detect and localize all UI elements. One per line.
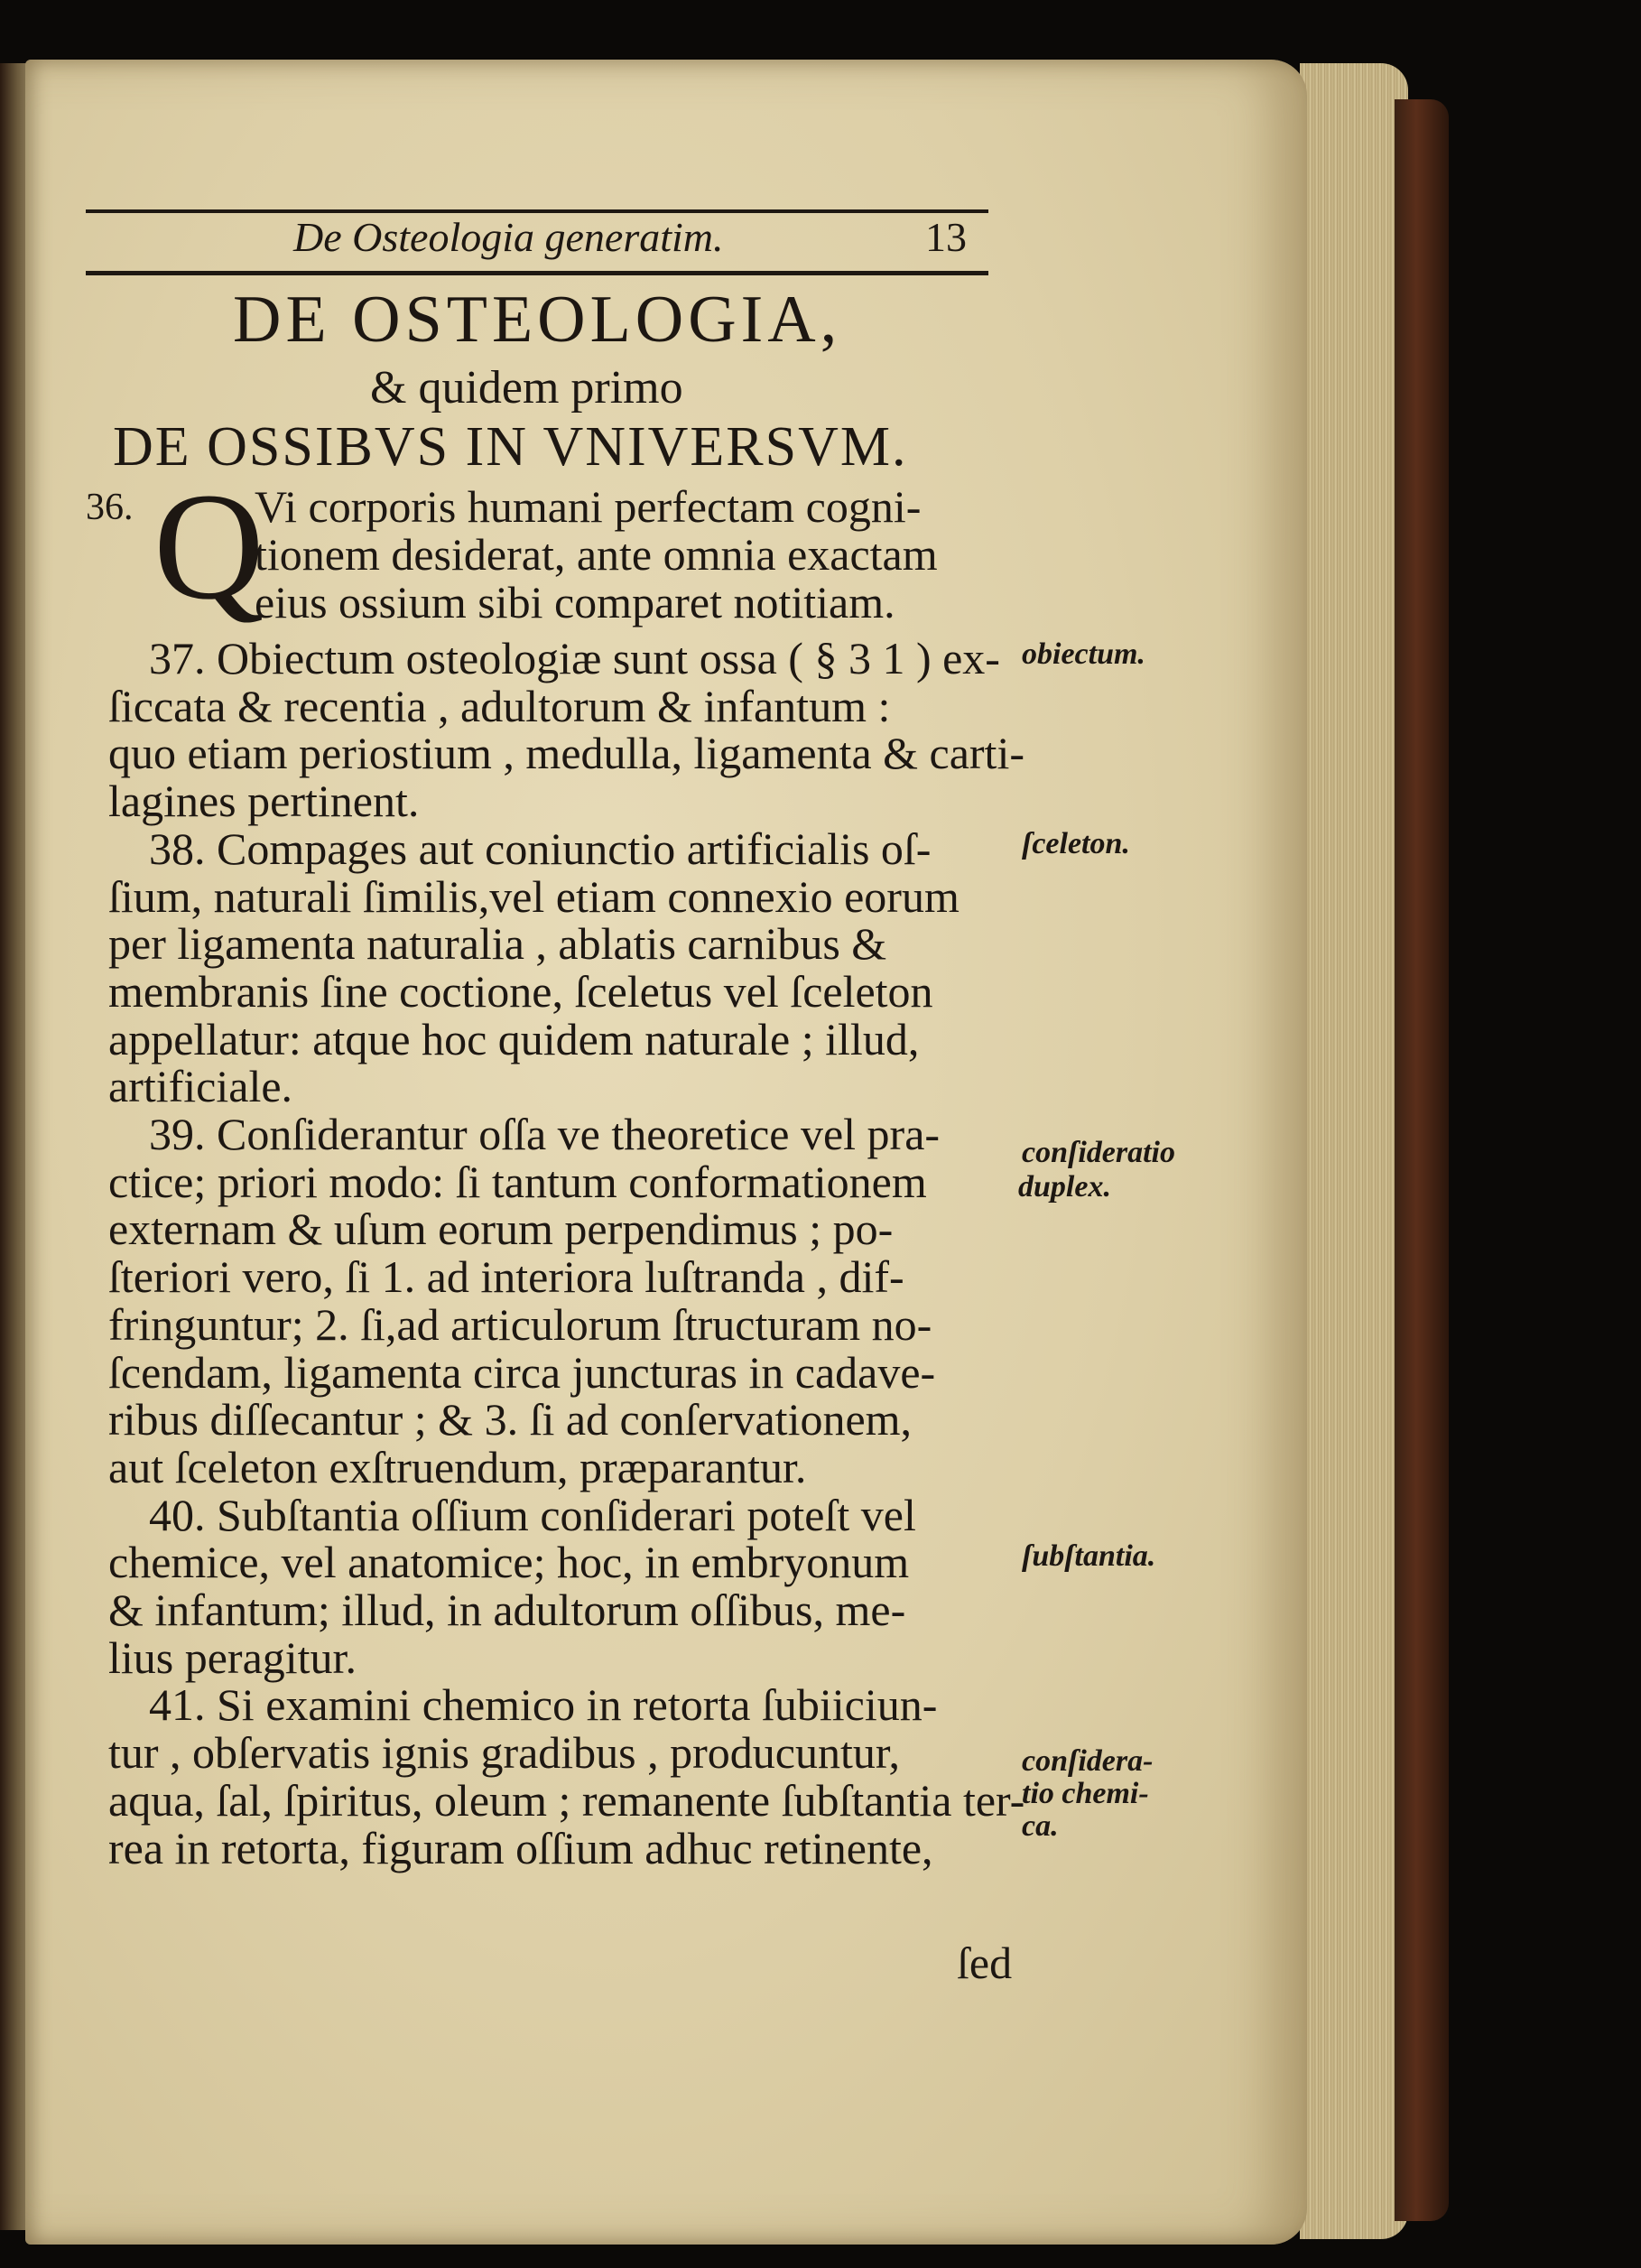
margin-note-sceleton: ſceleton. (1022, 827, 1130, 860)
body-line: 40. Subſtantia oſſium conſiderari poteſt vel (149, 1489, 916, 1540)
body-line: 38. Compages aut coniunctio artificialis oſ- (149, 823, 932, 874)
book-cover-edge (1395, 99, 1449, 2221)
body-line: ctice; priori modo: ſi tantum conformationem (108, 1156, 927, 1207)
margin-note-consideratio: conſideratio (1022, 1136, 1175, 1169)
body-line: rea in retorta, figuram oſſium adhuc retinente, (108, 1822, 933, 1873)
body-line: quo etiam periostium , medulla, ligamenta & carti- (108, 728, 1024, 779)
body-line: ribus diſſecantur ; & 3. ſi ad conſervationem, (108, 1394, 913, 1445)
margin-note-chemica-3: ca. (1022, 1809, 1059, 1843)
body-line: ſteriori vero, ſi 1. ad interiora luſtranda , dif- (108, 1251, 904, 1303)
running-head: De Osteologia generatim. (293, 214, 724, 260)
body-line: appellatur: atque hoc quidem naturale ; illud, (108, 1013, 920, 1064)
margin-note-chemica-2: tio chemi- (1022, 1777, 1149, 1810)
body-line: lius peragitur. (108, 1631, 357, 1683)
page-number: 13 (925, 214, 967, 260)
body-line: aqua, ſal, ſpiritus, oleum ; remanente ſubſtantia ter- (108, 1774, 1025, 1826)
page-stack-edge (1300, 63, 1408, 2239)
drop-capital: Q (153, 461, 264, 631)
body-line: ſiccata & recentia , adultorum & infantum : (108, 680, 891, 731)
catchword: ſed (957, 1938, 1013, 1988)
para36-line-1: Vi corporis humani perfectam cogni- (255, 481, 922, 532)
body-line: lagines pertinent. (108, 776, 420, 827)
body-line: chemice, vel anatomice; hoc, in embryonum (108, 1537, 910, 1588)
chapter-subtitle: & quidem primo (370, 362, 683, 414)
body-line: externam & uſum eorum perpendimus ; po- (108, 1204, 894, 1255)
body-line: artificiale. (108, 1061, 293, 1112)
margin-note-obiectum: obiectum. (1022, 637, 1145, 671)
body-line: 41. Si examini chemico in retorta ſubiiciun- (149, 1679, 938, 1731)
para36-line-3: eius ossium sibi comparet notitiam. (255, 577, 895, 627)
margin-note-duplex: duplex. (1018, 1170, 1111, 1204)
body-line: per ligamenta naturalia , ablatis carnibus & (108, 918, 887, 970)
body-line: & infantum; illud, in adultorum oſſibus, me- (108, 1585, 906, 1635)
paragraph-number-36: 36. (86, 487, 134, 528)
chapter-title: DE OSTEOLOGIA, (233, 283, 842, 357)
margin-note-substantia: ſubſtantia. (1022, 1539, 1156, 1573)
body-line: 39. Conſiderantur oſſa ve theoretice vel pra- (149, 1109, 941, 1159)
margin-note-chemica-1: conſidera- (1022, 1744, 1154, 1778)
header-rule-bottom (86, 271, 988, 275)
body-line: ſcendam, ligamenta circa juncturas in cadave- (108, 1346, 936, 1398)
body-line: 37. Obiectum osteologiæ sunt ossa ( § 3 1 ) ex- (149, 633, 1000, 683)
chapter-title-secondary: DE OSSIBVS IN VNIVERSVM. (113, 416, 908, 478)
body-line: aut ſceleton exſtruendum, præparantur. (108, 1441, 807, 1492)
body-line: membranis ſine coctione, ſceletus vel ſceleton (108, 965, 933, 1017)
para36-line-2: tionem desiderat, ante omnia exactam (255, 529, 938, 580)
body-line: ſium, naturali ſimilis,vel etiam connexio eorum (108, 870, 960, 922)
body-line: tur , obſervatis ignis gradibus , producuntur, (108, 1727, 901, 1779)
body-line: fringuntur; 2. ſi,ad articulorum ſtructuram no- (108, 1298, 932, 1350)
